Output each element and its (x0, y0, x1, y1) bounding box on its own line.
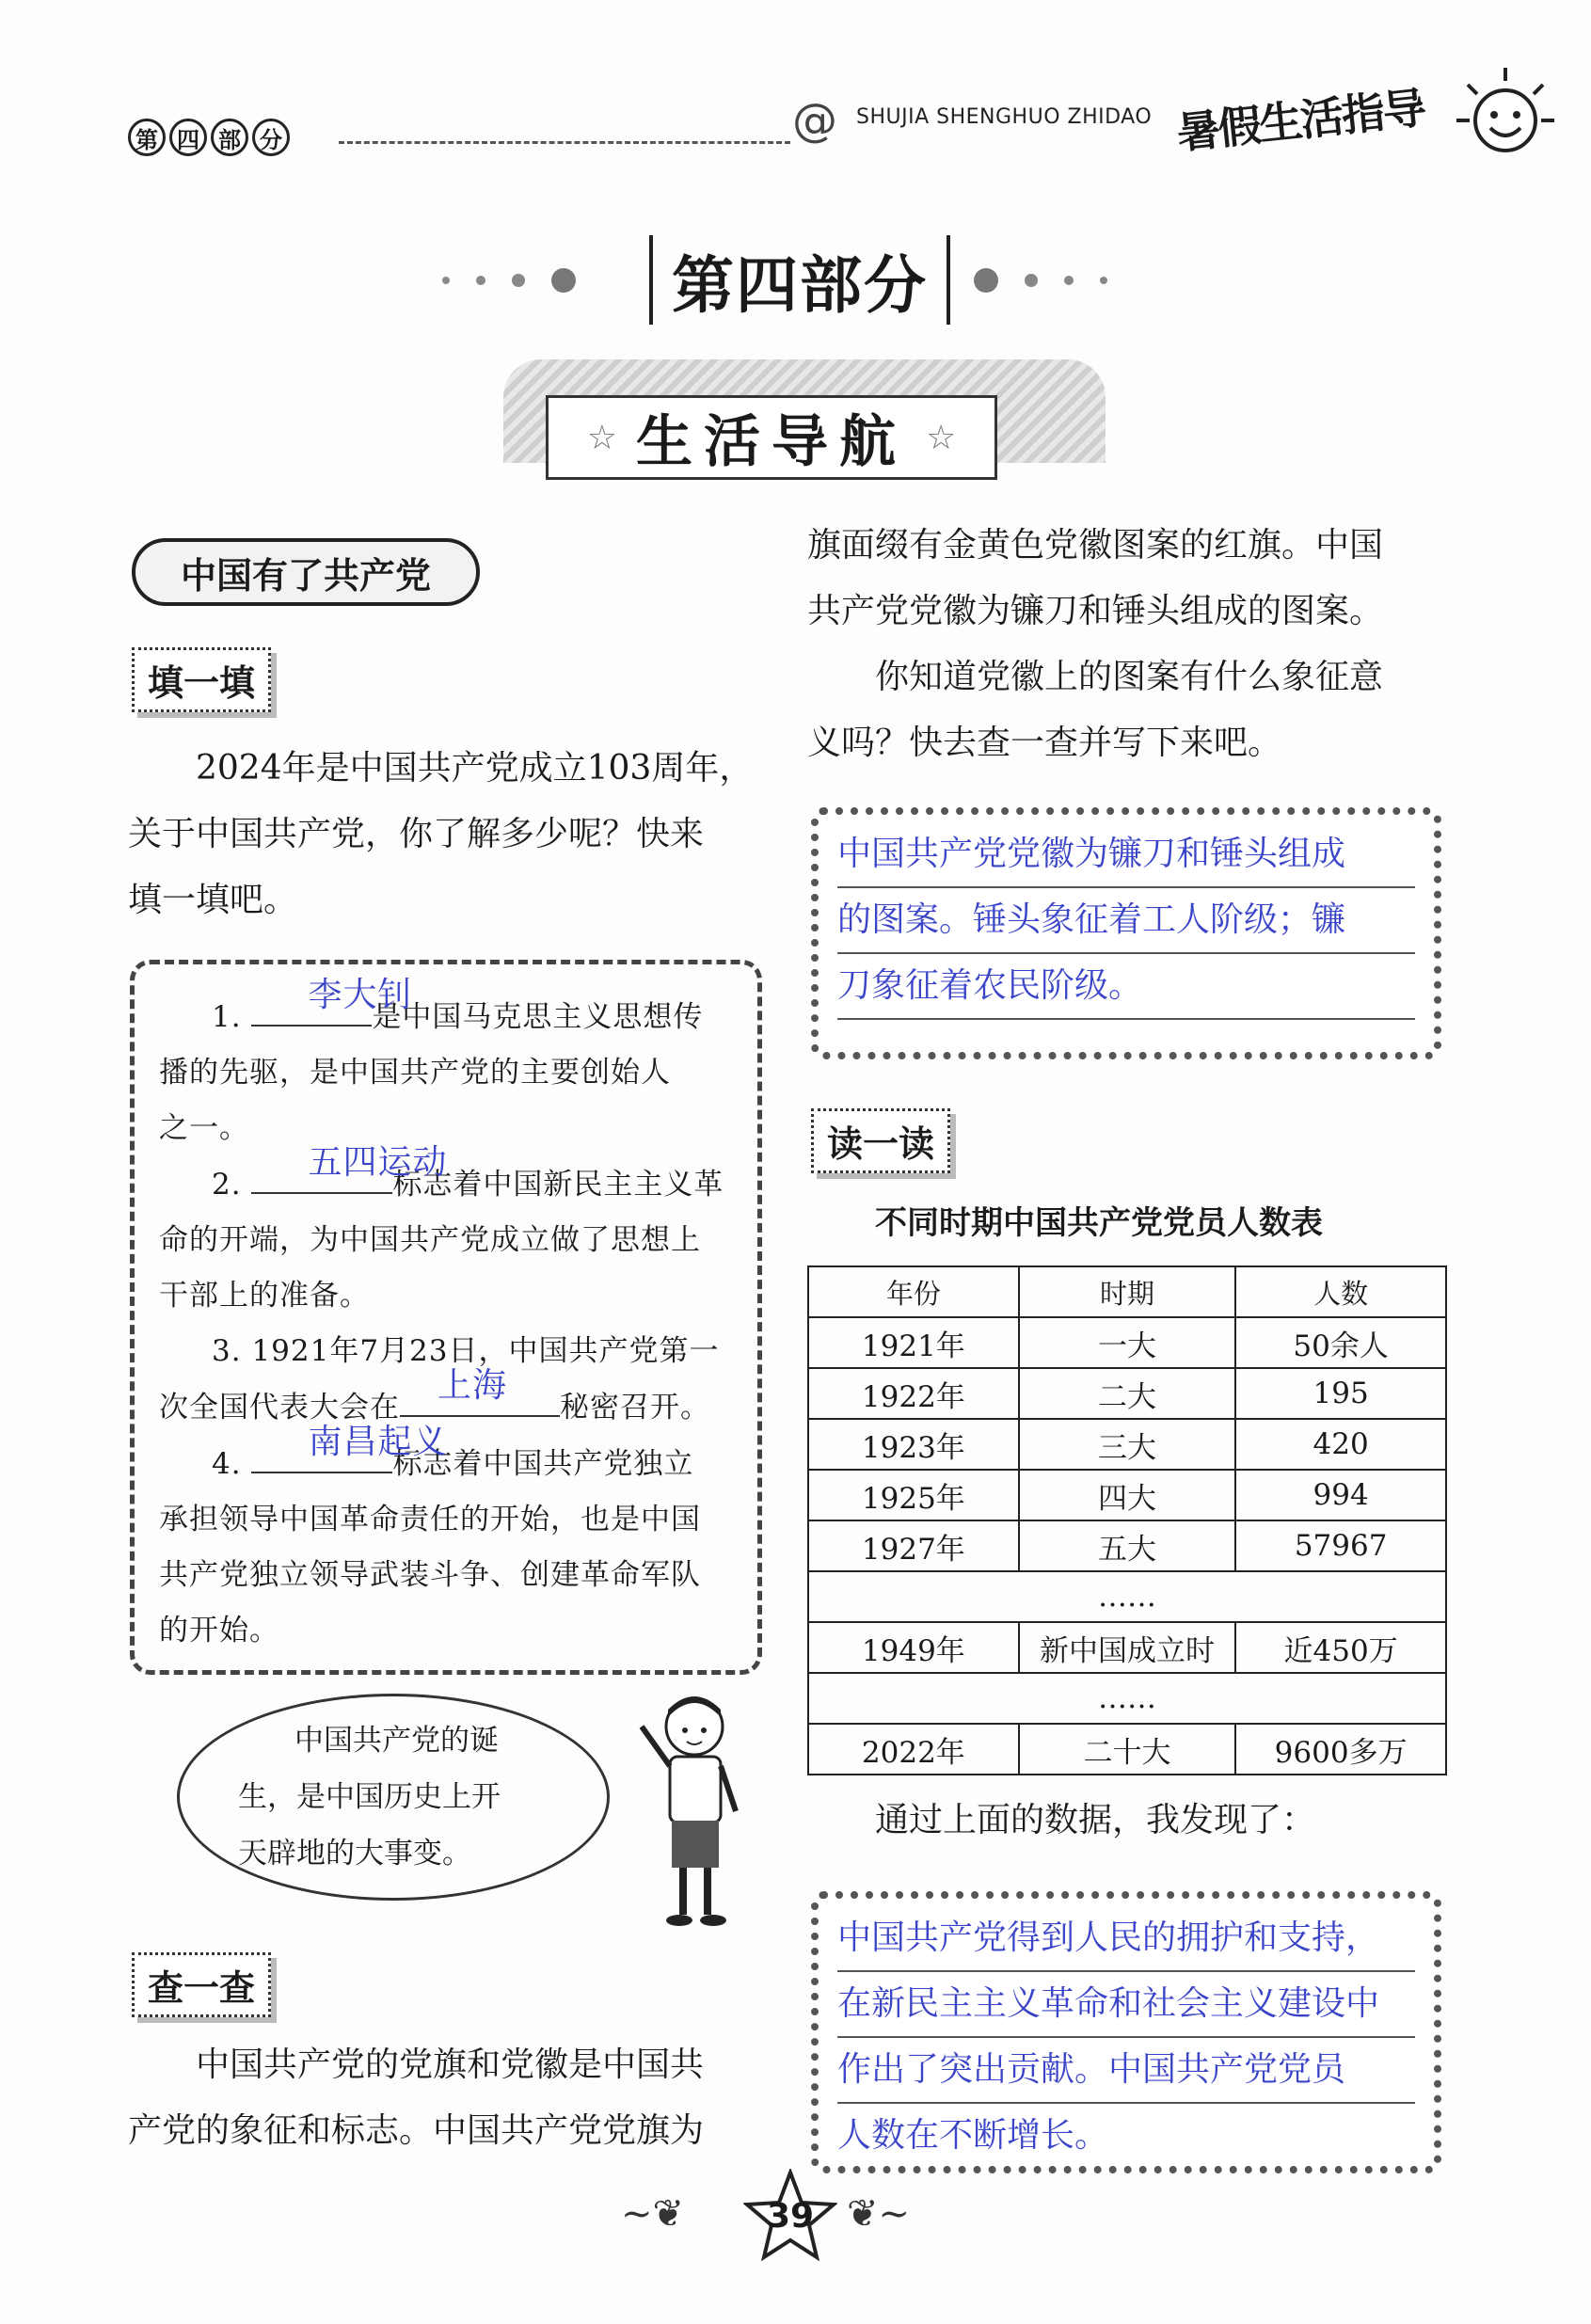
table-ellipsis-row (808, 1571, 1446, 1622)
check-line: 产党的象征和标志。中国共产党党旗为 (128, 2111, 705, 2150)
table-ellipsis-row (808, 1673, 1446, 1724)
table-cell: 1922年 (808, 1368, 1019, 1419)
star-icon: ☆ (586, 418, 617, 457)
table-cell: 二十大 (1019, 1724, 1236, 1775)
speech-line: 生，是中国历史上开 (238, 1780, 501, 1814)
answer-text: 南昌起义 (308, 1423, 448, 1461)
check-tag: 查一查 (132, 1952, 271, 2017)
answer-blank (251, 1423, 448, 1473)
boy-illustration (630, 1689, 753, 1934)
banner (546, 395, 997, 480)
item-text: 秘密召开。 (560, 1391, 710, 1425)
header-brand: 暑假生活指导 (1174, 82, 1427, 159)
item-text: 的开始。 (159, 1614, 279, 1647)
header-char: 分 (252, 119, 290, 156)
header-char: 部 (211, 119, 248, 156)
sun-smiley-icon (1449, 56, 1562, 169)
table-header: 年份 (808, 1266, 1019, 1317)
table-row (808, 1520, 1446, 1571)
answer-blank (251, 976, 413, 1027)
table-header: 人数 (1235, 1266, 1446, 1317)
check-line: 中国共产党的党旗和党徽是中国共 (196, 2045, 705, 2084)
item-number: 4. (212, 1447, 242, 1481)
ornament-left-icon: ~❦ (621, 2192, 685, 2236)
table-cell: 420 (1235, 1419, 1446, 1470)
page-number-text: 39 (766, 2196, 815, 2236)
check-text (128, 2032, 777, 2164)
ornament-right-icon: ❦~ (847, 2192, 911, 2236)
fill-box (130, 960, 762, 1675)
item-text: 干部上的准备。 (159, 1279, 370, 1313)
table-header-row (808, 1266, 1446, 1317)
found-text (807, 1788, 1466, 1854)
item-text: 之一。 (159, 1111, 249, 1145)
table-cell: 一大 (1019, 1317, 1236, 1368)
part-title (649, 235, 950, 325)
item-number: 3. (212, 1334, 242, 1368)
question-line: 你知道党徽上的图案有什么象征意 (875, 658, 1384, 696)
table-row (808, 1470, 1446, 1520)
table-header: 时期 (1019, 1266, 1236, 1317)
item-text: 命的开端，为中国共产党成立做了思想上 (159, 1223, 701, 1257)
header-char: 四 (169, 119, 207, 156)
read-tag: 读一读 (811, 1108, 950, 1173)
answer-blank (251, 1143, 448, 1194)
table-cell: …… (808, 1673, 1446, 1724)
continued-line: 共产党党徽为镰刀和锤头组成的图案。 (807, 592, 1384, 630)
table-cell: 1925年 (808, 1470, 1019, 1520)
item-text: 标志着中国新民主主义革 (392, 1168, 724, 1202)
item-number: 2. (212, 1168, 242, 1202)
table-cell: 四大 (1019, 1470, 1236, 1520)
table-cell: 1921年 (808, 1317, 1019, 1368)
table-row (808, 1368, 1446, 1419)
table-cell: 五大 (1019, 1520, 1236, 1571)
table-title: 不同时期中国共产党党员人数表 (875, 1204, 1323, 1242)
item-number: 1. (212, 1000, 242, 1034)
table-cell: 2022年 (808, 1724, 1019, 1775)
table-row (808, 1317, 1446, 1368)
part-title-text: 第四部分 (672, 249, 928, 322)
header-char: 第 (128, 119, 166, 156)
item-text: 标志着中国共产党独立 (392, 1447, 694, 1481)
item-text: 1921年7月23日，中国共产党第一 (251, 1334, 720, 1368)
speech-line: 中国共产党的诞 (294, 1724, 499, 1758)
table-row (808, 1419, 1446, 1470)
table-cell: 近450万 (1235, 1622, 1446, 1673)
table-cell: 9600多万 (1235, 1724, 1446, 1775)
table-cell: 994 (1235, 1470, 1446, 1520)
answer-text: 李大钊 (308, 976, 413, 1014)
intro-line: 2024年是中国共产党成立103周年， (196, 749, 754, 788)
fill-intro (128, 736, 777, 933)
item-text: 是中国马克思主义思想传 (372, 1000, 704, 1034)
star-icon: ☆ (926, 418, 957, 457)
answer-line: 中国共产党得到人民的拥护和支持， (837, 1906, 1415, 1972)
page-number (729, 2173, 851, 2258)
title-dots-right (974, 268, 1107, 293)
table-row (808, 1622, 1446, 1673)
item-text: 共产党独立领导武装斗争、创建革命军队 (159, 1558, 701, 1592)
title-dots-left (442, 268, 576, 293)
header-divider (339, 141, 790, 144)
continued-line: 旗面缀有金黄色党徽图案的红旗。中国 (807, 526, 1384, 565)
table-cell: 50余人 (1235, 1317, 1446, 1368)
speech-line: 天辟地的大事变。 (238, 1837, 471, 1870)
answer-text: 上海 (438, 1366, 508, 1405)
table-cell: 二大 (1019, 1368, 1236, 1419)
answer-blank (400, 1366, 560, 1417)
intro-line: 填一填吧。 (128, 881, 298, 919)
table-cell: 三大 (1019, 1419, 1236, 1470)
answer-box-emblem (811, 807, 1441, 1059)
answer-text: 五四运动 (308, 1143, 448, 1182)
banner-title: 生活导航 (636, 409, 907, 475)
intro-line: 关于中国共产党，你了解多少呢？快来 (128, 815, 705, 853)
answer-line: 在新民主主义革命和社会主义建设中 (837, 1972, 1415, 2038)
header-pinyin: SHUJIA SHENGHUO ZHIDAO (856, 105, 1153, 129)
table-row (808, 1724, 1446, 1775)
table-cell: 1923年 (808, 1419, 1019, 1470)
header-part-label (128, 119, 290, 156)
answer-line: 作出了突出贡献。中国共产党党员 (837, 2038, 1415, 2104)
table-cell: 1927年 (808, 1520, 1019, 1571)
speech-bubble (177, 1694, 610, 1901)
spiral-icon: @ (792, 94, 837, 147)
item-text: 承担领导中国革命责任的开始，也是中国 (159, 1503, 701, 1536)
table-cell: 1949年 (808, 1622, 1019, 1673)
question-line: 义吗？快去查一查并写下来吧。 (807, 724, 1282, 762)
table-cell: …… (808, 1571, 1446, 1622)
answer-line: 人数在不断增长。 (837, 2116, 1109, 2155)
found-line: 通过上面的数据，我发现了： (875, 1801, 1316, 1839)
answer-line: 的图案。锤头象征着工人阶级；镰 (837, 888, 1415, 954)
item-text: 次全国代表大会在 (159, 1391, 400, 1425)
table-cell: 新中国成立时 (1019, 1622, 1236, 1673)
membership-table (807, 1265, 1447, 1775)
fill-tag: 填一填 (132, 647, 271, 712)
continued-text (807, 513, 1466, 776)
section-title: 中国有了共产党 (132, 538, 480, 606)
answer-box-data (811, 1891, 1441, 2173)
table-cell: 57967 (1235, 1520, 1446, 1571)
item-text: 播的先驱，是中国共产党的主要创始人 (159, 1056, 671, 1090)
answer-line: 中国共产党党徽为镰刀和锤头组成 (837, 822, 1415, 888)
table-cell: 195 (1235, 1368, 1446, 1419)
answer-line: 刀象征着农民阶级。 (837, 954, 1415, 1020)
